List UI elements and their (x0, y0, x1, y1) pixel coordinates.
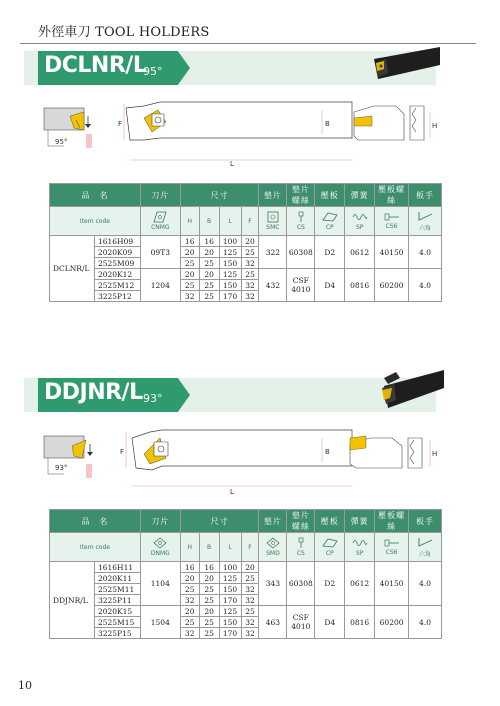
dim-f: 32 (241, 280, 259, 291)
seat-value: 432 (259, 269, 287, 302)
clamp-screw-cell (375, 207, 409, 236)
col-header-seat: 墊片 (259, 510, 287, 533)
dim-l-header: L (219, 533, 241, 562)
clamp-screw-value: 40150 (375, 236, 409, 269)
clamp-value: D4 (315, 269, 345, 302)
col-header-clamp: 壓板 (315, 510, 345, 533)
clamp-screw-cell (375, 533, 409, 562)
dim-l: 125 (219, 269, 241, 280)
page-number: 10 (18, 679, 32, 692)
insert-size: 1204 (140, 269, 180, 302)
dim-b: 16 (199, 562, 219, 573)
insert-size: 09T3 (140, 236, 180, 269)
dim-l: 125 (219, 606, 241, 617)
col-header-clamp-screw: 壓板螺絲 (375, 184, 409, 207)
clamp-screw-code: CS6 (385, 223, 398, 230)
col-header-clamp-screw: 壓板螺絲 (375, 510, 409, 533)
dim-b: 20 (199, 606, 219, 617)
technical-drawing (40, 424, 450, 500)
dim-h-header: H (180, 533, 199, 562)
dim-h: 20 (180, 606, 199, 617)
dim-l: 170 (219, 595, 241, 606)
col-header-clamp: 壓板 (315, 184, 345, 207)
model-code: 2525M15 (94, 617, 140, 628)
spring-code: SP (355, 550, 364, 557)
screw-code: CS (296, 224, 305, 231)
dim-l: 150 (219, 584, 241, 595)
seat-value: 463 (259, 606, 287, 639)
seat-screw-value: CSF 4010 (287, 269, 315, 302)
col-header-wrench: 板手 (409, 184, 442, 207)
screw-cell (287, 207, 315, 236)
model-code: 2525M09 (94, 258, 140, 269)
seat-value: 343 (259, 562, 287, 606)
spring-value: 0816 (345, 269, 375, 302)
drawing-angle-label: 93° (55, 464, 68, 472)
item-code-label: Item code (50, 533, 141, 562)
dim-label-h: H (432, 450, 438, 458)
dim-f: 20 (241, 236, 259, 247)
series-name: DCLNR/L (50, 236, 95, 302)
item-code-label: Item code (50, 207, 141, 236)
dim-f-header: F (241, 533, 259, 562)
dim-label-f: F (118, 120, 123, 128)
dim-h: 20 (180, 269, 199, 280)
dim-b: 25 (199, 595, 219, 606)
seat-icon (266, 211, 280, 223)
table-row (50, 562, 442, 573)
dim-label-l: L (230, 160, 234, 168)
wrench-code: 六角 (419, 225, 432, 232)
wrench-value: 4.0 (409, 562, 442, 606)
dim-b-header: B (199, 533, 219, 562)
dim-h: 32 (180, 628, 199, 639)
wrench-value: 4.0 (409, 269, 442, 302)
section-title: DCLNR/L (44, 53, 147, 78)
dim-h: 20 (180, 247, 199, 258)
seat-screw-value: 60308 (287, 236, 315, 269)
screw-icon (296, 537, 306, 549)
dim-l: 170 (219, 291, 241, 302)
spring-value: 0816 (345, 606, 375, 639)
model-code: 2020K15 (94, 606, 140, 617)
dim-f: 32 (241, 617, 259, 628)
spec-table (49, 183, 442, 302)
dim-label-l: L (230, 488, 234, 496)
col-header-name: 品 名 (50, 510, 141, 533)
model-code: 2020K11 (94, 573, 140, 584)
dim-h: 25 (180, 617, 199, 628)
dim-h-header: H (180, 207, 199, 236)
dim-h: 20 (180, 573, 199, 584)
section-angle: 93° (143, 392, 163, 405)
dim-f: 25 (241, 606, 259, 617)
insert-size: 1504 (140, 606, 180, 639)
clamp-code: CP (325, 550, 334, 557)
col-header-spring: 彈簧 (345, 184, 375, 207)
dim-label-f: F (120, 448, 125, 456)
dim-b: 20 (199, 269, 219, 280)
col-header-seat: 墊片 (259, 184, 287, 207)
screw-icon (296, 211, 306, 223)
spec-table (49, 509, 442, 639)
dim-b: 25 (199, 584, 219, 595)
model-code: 2525M12 (94, 280, 140, 291)
dim-f-header: F (241, 207, 259, 236)
dim-l: 150 (219, 617, 241, 628)
insert-code: CNMG (151, 224, 170, 231)
seat-icon (266, 537, 280, 549)
wrench-value: 4.0 (409, 236, 442, 269)
spring-icon (352, 537, 368, 549)
dim-f: 32 (241, 595, 259, 606)
drawing-angle-label: 95° (55, 138, 68, 146)
dim-l: 100 (219, 236, 241, 247)
table-row (50, 236, 442, 247)
dim-label-b: B (325, 120, 330, 128)
spring-icon (352, 211, 368, 223)
insert-diamond-icon (153, 537, 167, 549)
col-header-name: 品 名 (50, 184, 141, 207)
clamp-value: D2 (315, 236, 345, 269)
dim-f: 25 (241, 247, 259, 258)
clamp-screw-value: 60200 (375, 269, 409, 302)
dim-f: 25 (241, 269, 259, 280)
product-photo (378, 366, 448, 416)
insert-cell (140, 533, 180, 562)
insert-cell (140, 207, 180, 236)
model-code: 1616H11 (94, 562, 140, 573)
insert-size: 1104 (140, 562, 180, 606)
seat-screw-value: 60308 (287, 562, 315, 606)
dim-b: 16 (199, 236, 219, 247)
dim-f: 20 (241, 562, 259, 573)
dim-h: 25 (180, 584, 199, 595)
clamp-cell (315, 207, 345, 236)
dim-label-h: H (432, 122, 438, 130)
dim-h: 25 (180, 280, 199, 291)
clamp-icon (322, 211, 338, 223)
seat-value: 322 (259, 236, 287, 269)
product-photo (372, 45, 442, 93)
seat-cell (259, 207, 287, 236)
section-angle: 95° (143, 65, 163, 78)
spring-value: 0612 (345, 562, 375, 606)
dim-f: 25 (241, 573, 259, 584)
wrench-value: 4.0 (409, 606, 442, 639)
col-header-seat-screw: 墊片螺絲 (287, 510, 315, 533)
dim-l: 125 (219, 573, 241, 584)
dim-b-header: B (199, 207, 219, 236)
dim-b: 25 (199, 617, 219, 628)
dim-l-header: L (219, 207, 241, 236)
spring-cell (345, 533, 375, 562)
col-header-spring: 彈簧 (345, 510, 375, 533)
dim-b: 20 (199, 247, 219, 258)
spring-value: 0612 (345, 236, 375, 269)
clamp-screw-code: CS6 (385, 549, 398, 556)
technical-drawing (40, 96, 450, 172)
dim-f: 32 (241, 584, 259, 595)
section-title: DDJNR/L (44, 380, 143, 405)
clamp-value: D2 (315, 562, 345, 606)
wrench-cell (409, 533, 442, 562)
clamp-cell (315, 533, 345, 562)
dim-f: 32 (241, 258, 259, 269)
model-code: 2020K09 (94, 247, 140, 258)
model-code: 3225P15 (94, 628, 140, 639)
clamp-screw-icon (384, 538, 400, 548)
seat-cell (259, 533, 287, 562)
insert-rhombus-icon (153, 211, 167, 223)
seat-code: SMD (266, 550, 280, 557)
dim-l: 100 (219, 562, 241, 573)
clamp-screw-value: 40150 (375, 562, 409, 606)
model-code: 3225P12 (94, 291, 140, 302)
spring-cell (345, 207, 375, 236)
col-header-wrench: 板手 (409, 510, 442, 533)
seat-screw-value: CSF 4010 (287, 606, 315, 639)
dim-b: 20 (199, 573, 219, 584)
header-divider (20, 43, 476, 44)
dim-f: 32 (241, 628, 259, 639)
series-name: DDJNR/L (50, 562, 95, 639)
dim-h: 32 (180, 291, 199, 302)
table-row (50, 269, 442, 280)
clamp-code: CP (325, 224, 334, 231)
wrench-code: 六角 (419, 551, 432, 558)
clamp-icon (322, 537, 338, 549)
dim-h: 16 (180, 562, 199, 573)
dim-l: 150 (219, 280, 241, 291)
model-code: 3225P11 (94, 595, 140, 606)
dim-b: 25 (199, 628, 219, 639)
dim-h: 16 (180, 236, 199, 247)
dim-l: 150 (219, 258, 241, 269)
col-header-dimensions: 尺寸 (180, 510, 259, 533)
model-code: 1616H09 (94, 236, 140, 247)
screw-code: CS (296, 550, 305, 557)
col-header-seat-screw: 墊片螺絲 (287, 184, 315, 207)
dim-b: 25 (199, 291, 219, 302)
col-header-dimensions: 尺寸 (180, 184, 259, 207)
screw-cell (287, 533, 315, 562)
dim-l: 125 (219, 247, 241, 258)
clamp-screw-icon (384, 212, 400, 222)
dim-l: 170 (219, 628, 241, 639)
wrench-cell (409, 207, 442, 236)
model-code: 2020K12 (94, 269, 140, 280)
table-row (50, 606, 442, 617)
col-header-insert: 刀片 (140, 510, 180, 533)
col-header-insert: 刀片 (140, 184, 180, 207)
clamp-value: D4 (315, 606, 345, 639)
model-code: 2525M11 (94, 584, 140, 595)
page-header: 外徑車刀 TOOL HOLDERS (38, 25, 210, 40)
dim-label-b: B (325, 448, 330, 456)
dim-b: 25 (199, 258, 219, 269)
clamp-screw-value: 60200 (375, 606, 409, 639)
dim-h: 25 (180, 258, 199, 269)
hex-key-icon (417, 210, 433, 222)
insert-code: DNMG (150, 550, 170, 557)
seat-code: SMC (266, 224, 280, 231)
hex-key-icon (417, 536, 433, 548)
spring-code: SP (355, 224, 364, 231)
dim-h: 32 (180, 595, 199, 606)
dim-b: 25 (199, 280, 219, 291)
dim-f: 32 (241, 291, 259, 302)
